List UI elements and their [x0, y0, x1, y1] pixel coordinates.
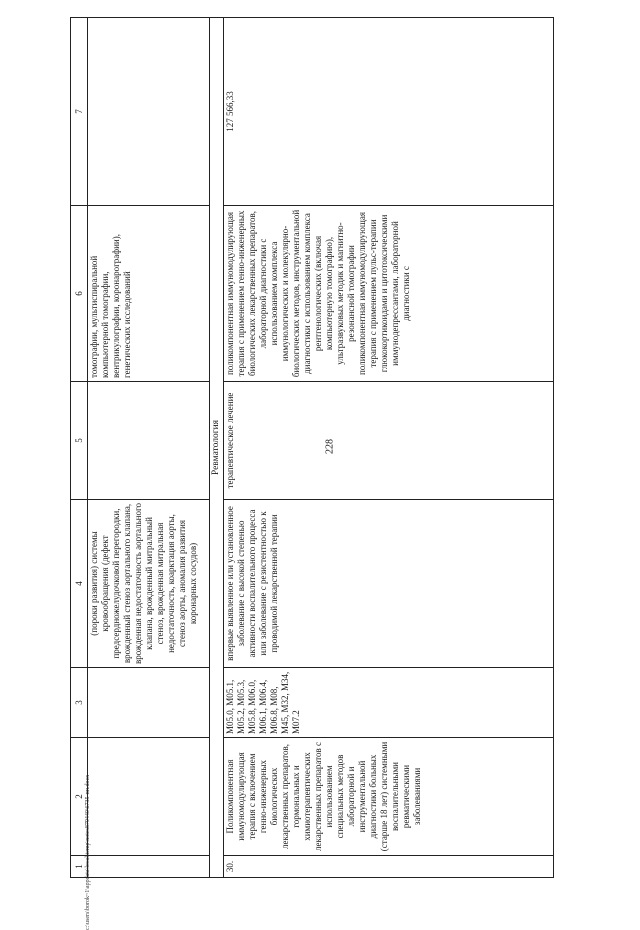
- section-row: [210, 18, 224, 878]
- column-number: 5: [71, 382, 88, 500]
- icd-codes: M05.0, M05.1, M05.2, M05.3, M05.8, M06.0, M06.1, M06.4, M06.8, M08, M45, M32, M34, M07.2: [224, 668, 554, 738]
- rotated-page-content: [70, 18, 590, 878]
- medical-care-table: [70, 17, 554, 878]
- column-number: 6: [71, 206, 88, 382]
- patient-model: впервые выявленное или установленное заболевание с высокой степенью активности воспалительного процесса или заболевание с резистентностью к проводимой лекарственной терапии: [224, 500, 554, 668]
- column-number: 7: [71, 18, 88, 206]
- patient-model-continuation: (пороки развития) системы кровообращения (дефект предсердножелудочковой перегородки, врожденный стеноз аортального клапана, врожденная недостаточность аортального клапана, врожденный митральный стеноз, врожденная митральная недостаточность, коарктация аорты, стеноз аорты, аномалия развития коронарных сосудов): [88, 500, 210, 668]
- column-number: 1: [71, 856, 88, 878]
- treatment-type: терапевтическое лечение: [224, 382, 554, 500]
- cost-value: 127 566,33: [224, 18, 554, 206]
- footer-file-path: c:\users\borok~1\appdata\local\temp\notes879440\6735-пп.docx: [85, 774, 91, 930]
- column-number-row: [71, 18, 88, 878]
- table-row: [224, 18, 554, 878]
- care-type-name: Поликомпонентная иммуномодулирующая терапия с включением генно-инженерных биологических лекарственных препаратов, гормональных и химиотерапевтических лекарственных препаратов с использованием специальных методов лабораторной и инструментальной диагностики больных (старше 18 лет) системными воспалительными ревматическими заболеваниями: [224, 738, 554, 856]
- treatment-methods: [224, 206, 554, 382]
- column-number: 2: [71, 738, 88, 856]
- column-number: 4: [71, 500, 88, 668]
- treatment-method-1: поликомпонентная иммуномодулирующая терапия с применением генно-инженерных биологических лекарственных препаратов, лабораторной диагностики с использованием комплекса иммунологических и молекулярно-биологических методов, инструментальной диагностики с использованием комплекса рентгенологических (включая компьютерную томографию), ультразвуковых методик и магнитно-резонансной томографии: [225, 209, 356, 378]
- page-number: 228: [324, 439, 336, 454]
- method-continuation: томографии, мультиспиральной компьютерной томографии, вентрикулографии, коронарографии), генетических исследований: [88, 206, 210, 382]
- continuation-row: [88, 18, 210, 878]
- treatment-method-2: поликомпонентная иммуномодулирующая терапия с применением пульс-терапии глюкокортикоидами и цитотоксическими иммунодепрессантами, лабораторной диагностики с: [357, 212, 411, 375]
- column-number: 3: [71, 668, 88, 738]
- row-number: 30.: [224, 856, 554, 878]
- section-title: Ревматология: [210, 18, 224, 878]
